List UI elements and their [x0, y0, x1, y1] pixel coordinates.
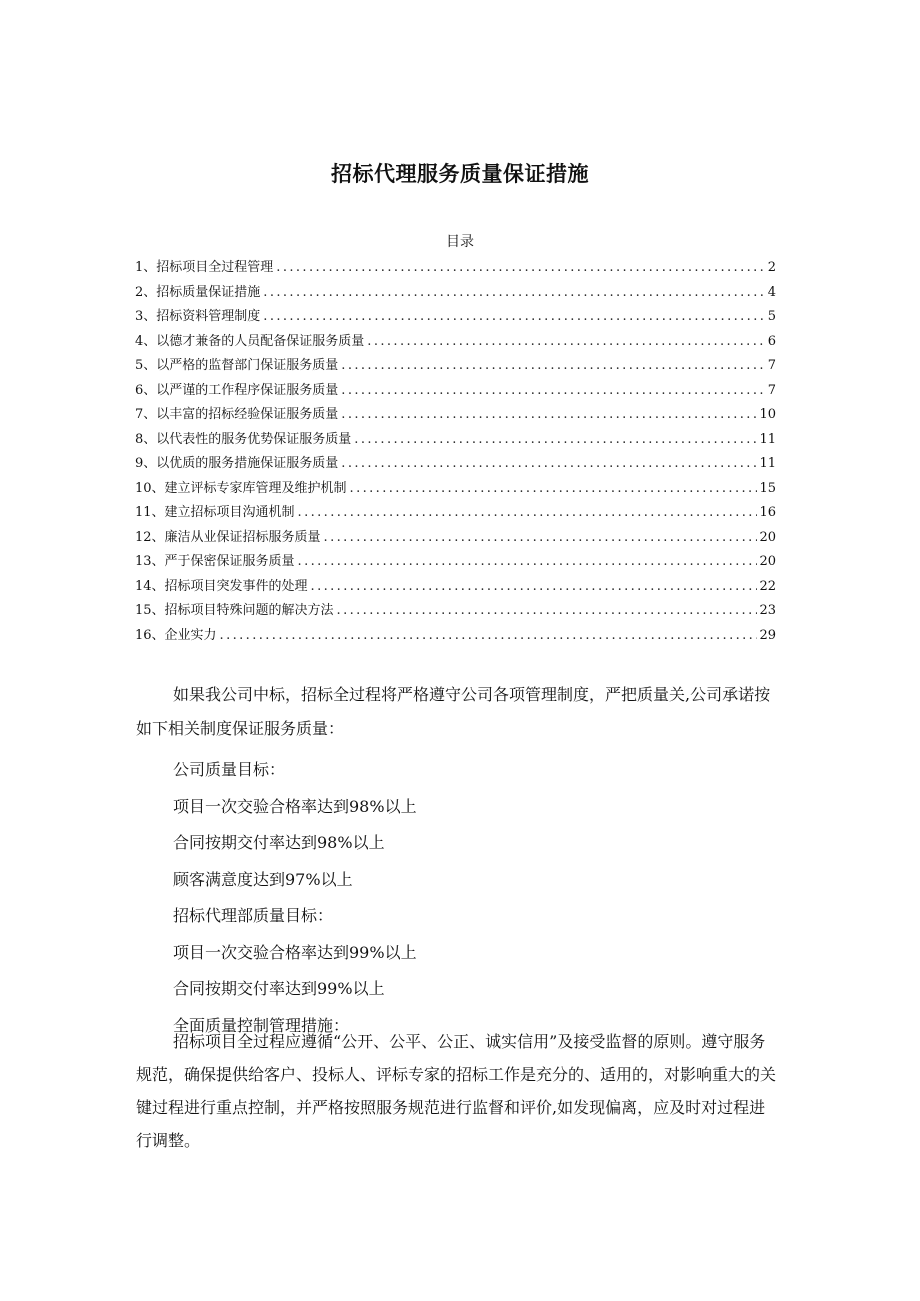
- page-title: 招标代理服务质量保证措施: [331, 162, 589, 186]
- goal-line: 项目一次交验合格率达到98%以上: [173, 796, 417, 816]
- toc-entry-page: 4: [767, 284, 776, 300]
- toc-dot-leader: [354, 428, 757, 453]
- toc-entry-page: 20: [759, 554, 776, 569]
- toc-entry[interactable]: [135, 403, 776, 428]
- toc-entry[interactable]: [135, 550, 776, 575]
- toc-entry-page: 23: [759, 603, 776, 618]
- toc-entry-label: 3、招标资料管理制度: [135, 309, 261, 324]
- toc-dot-leader: [324, 526, 758, 551]
- quality-goals: [173, 752, 417, 1044]
- toc-dot-leader: [337, 599, 758, 624]
- toc-dot-leader: [220, 624, 758, 649]
- toc-entry-label: 10、建立评标专家库管理及维护机制: [135, 480, 347, 496]
- toc-dot-leader: [367, 330, 765, 355]
- toc-entry-label: 9、以优质的服务措施保证服务质量: [135, 456, 339, 471]
- toc-entry[interactable]: [135, 281, 776, 306]
- intro-paragraph: 如果我公司中标，招标全过程将严格遵守公司各项管理制度，严把质量关,公司承诺按如下相关制度保证服务质量：: [136, 685, 771, 738]
- goal-line: 合同按期交付率达到99%以上: [173, 979, 385, 998]
- toc-entry[interactable]: [135, 624, 776, 649]
- toc-entry-page: 29: [759, 627, 776, 643]
- goal-line: 全面质量控制管理措施：: [173, 1015, 350, 1035]
- toc-entry-label: 11、建立招标项目沟通机制: [135, 505, 295, 520]
- toc-entry-page: 22: [759, 578, 776, 594]
- toc-entry-label: 16、企业实力: [135, 627, 217, 643]
- toc-entry[interactable]: [135, 354, 776, 379]
- toc-entry-page: 10: [759, 407, 776, 422]
- toc-entry-label: 14、招标项目突发事件的处理: [135, 578, 308, 594]
- toc-dot-leader: [263, 305, 765, 330]
- toc-entry-page: 11: [759, 456, 776, 471]
- toc-entry[interactable]: [135, 599, 776, 624]
- toc-entry-page: 7: [767, 382, 776, 398]
- goal-line: 招标代理部质量目标：: [173, 906, 334, 925]
- toc-entry[interactable]: [135, 452, 776, 477]
- toc-entry[interactable]: [135, 477, 776, 502]
- toc-dot-leader: [341, 403, 757, 428]
- toc-entry-label: 6、以严谨的工作程序保证服务质量: [135, 382, 339, 398]
- toc-entry[interactable]: [135, 330, 776, 355]
- toc-entry-page: 5: [767, 309, 776, 324]
- toc-entry-page: 11: [759, 431, 776, 447]
- goal-line: 合同按期交付率达到98%以上: [173, 833, 385, 852]
- toc-entry-page: 20: [759, 529, 776, 545]
- toc-entry-label: 1、招标项目全过程管理: [135, 260, 274, 275]
- toc-entry[interactable]: [135, 305, 776, 330]
- toc-dot-leader: [350, 477, 758, 502]
- toc-dot-leader: [341, 354, 765, 379]
- goal-line: 顾客满意度达到97%以上: [173, 869, 353, 889]
- toc-entry-label: 4、以德才兼备的人员配备保证服务质量: [135, 333, 365, 349]
- toc-entry-page: 7: [767, 358, 776, 373]
- control-measures-paragraph: 招标项目全过程应遵循“公开、公平、公正、诚实信用”及接受监督的原则。遵守服务规范，确保提供给客户、投标人、评标专家的招标工作是充分的、适用的，对影响重大的关键过程进行重点控制，并严格按照服务规范进行监督和评价,如发现偏离，应及时对过程进行调整。: [136, 1032, 777, 1150]
- toc-heading: 目录: [446, 234, 474, 250]
- toc-dot-leader: [298, 501, 758, 526]
- toc-entry[interactable]: [135, 428, 776, 453]
- toc-entry[interactable]: [135, 379, 776, 404]
- table-of-contents: [135, 256, 776, 648]
- toc-entry-page: 16: [759, 505, 776, 520]
- toc-entry[interactable]: [135, 256, 776, 281]
- toc-entry-label: 7、以丰富的招标经验保证服务质量: [135, 407, 339, 422]
- toc-entry[interactable]: [135, 501, 776, 526]
- toc-entry-label: 2、招标质量保证措施: [135, 284, 261, 300]
- toc-entry[interactable]: [135, 575, 776, 600]
- toc-dot-leader: [298, 550, 758, 575]
- goal-line: 公司质量目标：: [173, 760, 286, 779]
- toc-entry-label: 15、招标项目特殊问题的解决方法: [135, 603, 334, 618]
- toc-entry[interactable]: [135, 526, 776, 551]
- toc-dot-leader: [276, 256, 765, 281]
- toc-entry-label: 8、以代表性的服务优势保证服务质量: [135, 431, 352, 447]
- toc-entry-label: 5、以严格的监督部门保证服务质量: [135, 358, 339, 373]
- toc-entry-page: 15: [759, 480, 776, 496]
- goal-line: 项目一次交验合格率达到99%以上: [173, 942, 417, 962]
- toc-dot-leader: [311, 575, 758, 600]
- toc-entry-page: 2: [767, 260, 776, 275]
- toc-dot-leader: [341, 452, 757, 477]
- toc-dot-leader: [263, 281, 765, 306]
- toc-entry-page: 6: [767, 333, 776, 349]
- toc-entry-label: 13、严于保密保证服务质量: [135, 554, 295, 569]
- toc-dot-leader: [341, 379, 765, 404]
- toc-entry-label: 12、廉洁从业保证招标服务质量: [135, 529, 321, 545]
